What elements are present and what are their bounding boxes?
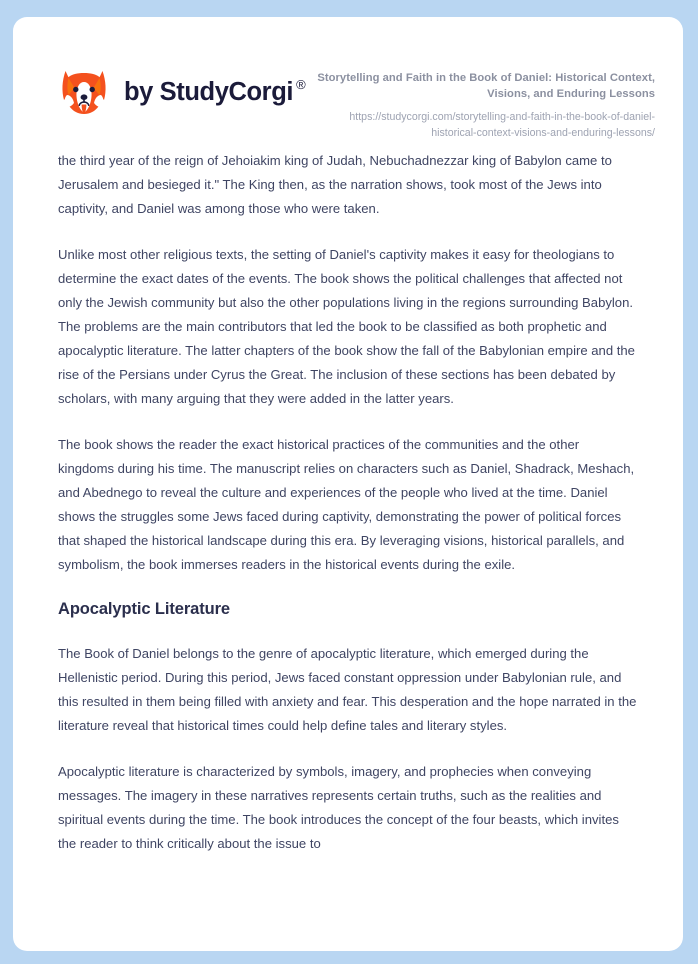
paragraph-4: The Book of Daniel belongs to the genre of apocalyptic literature, which emerged during the Hellenistic period. During this period, Jews faced constant oppression under Babylonian rule, and this resulted in them being filled with anxiety and fear. This desperation and the hope narrated in the literature reveal that historical times could help define tales and literary styles.: [58, 646, 637, 734]
document-sheet: [13, 17, 683, 951]
brand-wordmark: [124, 77, 306, 107]
document-header: [13, 17, 683, 149]
article-url[interactable]: https://studycorgi.com/storytelling-and-faith-in-the-book-of-daniel-historical-context-visions-and-enduring-lessons/: [349, 111, 655, 139]
brand-block[interactable]: [58, 67, 305, 117]
paragraph-5: Apocalyptic literature is characterized by symbols, imagery, and prophecies when conveying messages. The imagery in these narratives represents certain truths, such as the realities and spiritual events during the time. The book introduces the concept of the four beasts, which invites the reader to think critically about the issue to: [58, 764, 619, 852]
registered-trademark-icon: ®: [296, 77, 306, 93]
paragraph-1: the third year of the reign of Jehoiakim king of Judah, Nebuchadnezzar king of Babylon came to Jerusalem and besieged it." The King then, as the narration shows, took most of the Jews into captivity, and Daniel was among those who were taken.: [58, 153, 612, 216]
header-meta: [315, 67, 655, 141]
corgi-face-logo-icon: [58, 69, 110, 117]
brand-name-text: by StudyCorgi: [124, 78, 294, 107]
document-body: [13, 149, 683, 856]
paragraph-2: Unlike most other religious texts, the setting of Daniel's captivity makes it easy for theologians to determine the exact dates of the events. The book shows the political challenges that affected not only the Jewish community but also the other populations living in the regions surrounding Babylon. The problems are the main contributors that led the book to be classified as both prophetic and apocalyptic literature. The latter chapters of the book show the fall of the Babylonian empire and the rise of the Persians under Cyrus the Great. The inclusion of these sections has been debated by scholars, with many arguing that they were added in the latter years.: [58, 247, 635, 406]
section-heading-apocalyptic-literature: Apocalyptic Literature: [58, 600, 231, 618]
paragraph-3: The book shows the reader the exact historical practices of the communities and the other kingdoms during his time. The manuscript relies on characters such as Daniel, Shadrack, Meshach, and Abednego to reveal the culture and experiences of the people who lived at the time. Daniel shows the struggles some Jews faced during captivity, demonstrating the power of political forces that shaped the historical landscape during this era. By leveraging visions, historical parallels, and symbolism, the book immerses readers in the historical events during the exile.: [58, 437, 635, 572]
article-title: Storytelling and Faith in the Book of Daniel: Historical Context, Visions, and Enduring Lessons: [317, 72, 655, 101]
